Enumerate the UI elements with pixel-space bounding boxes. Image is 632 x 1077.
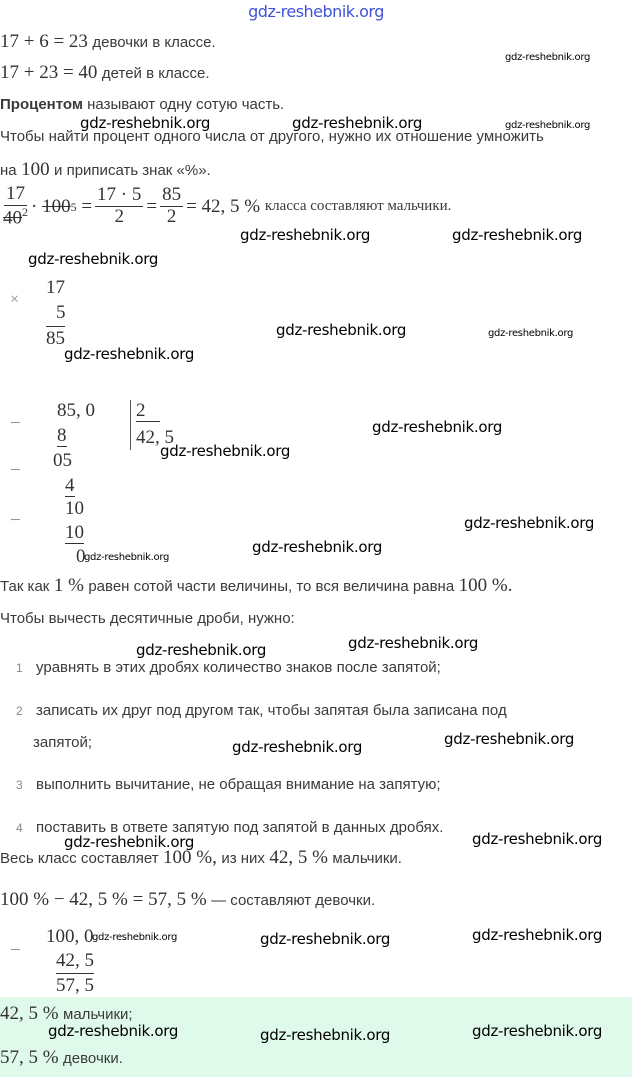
remainder: 05 (53, 450, 72, 471)
minuend: 100, 0 (46, 926, 94, 947)
paragraph-subtract-intro: Чтобы вычесть десятичные дроби, нужно: (0, 610, 295, 627)
watermark: gdz-reshebnik.org (232, 738, 363, 756)
subtrahend: 42, 5 (56, 950, 94, 971)
text: на (0, 162, 17, 179)
fraction: $\frac{85}{2}$ (162, 184, 182, 228)
answer-boys: 42, 5 % мальчики; (0, 1003, 133, 1024)
line-girls (0, 32, 216, 51)
watermark: gdz-reshebnik.org (505, 52, 591, 63)
answer-girls: 57, 5 % девочки. (0, 1047, 123, 1068)
watermark: gdz-reshebnik.org (276, 321, 407, 339)
watermark: gdz-reshebnik.org (84, 552, 170, 563)
math: 100 (21, 159, 50, 180)
minus-sign: − (10, 940, 21, 961)
list-item: 1 уравнять в этих дробях количество знаков после запятой; (16, 659, 441, 676)
fraction: $\frac{17}{40^2}$ (3, 183, 28, 229)
line-rule-cont (0, 160, 211, 179)
division-bar (130, 400, 131, 450)
watermark: gdz-reshebnik.org (452, 226, 583, 244)
watermark: gdz-reshebnik.org (64, 345, 195, 363)
watermark: gdz-reshebnik.org (160, 442, 291, 460)
watermark: gdz-reshebnik.org (260, 930, 391, 948)
operand: 17 (46, 277, 65, 298)
list-item-cont: запятой; (33, 734, 93, 751)
watermark: gdz-reshebnik.org (472, 926, 603, 944)
watermark: gdz-reshebnik.org (64, 833, 195, 851)
watermark: gdz-reshebnik.org (348, 634, 479, 652)
quotient: 42, 5 (136, 427, 174, 448)
remainder: 0 (76, 546, 86, 567)
subtrahend: 10 (65, 522, 84, 543)
multiply-sign: × (10, 291, 20, 308)
text: детей в классе. (101, 65, 210, 82)
text: девочки в классе. (92, 34, 216, 51)
watermark: gdz-reshebnik.org (260, 1026, 391, 1044)
watermark: gdz-reshebnik.org (92, 932, 178, 943)
watermark: gdz-reshebnik.org (252, 538, 383, 556)
watermark: gdz-reshebnik.org (472, 830, 603, 848)
text: и приписать знак «%». (54, 162, 211, 179)
minus-sign: − (10, 510, 21, 531)
watermark: gdz-reshebnik.org (80, 114, 211, 132)
paragraph-whole: Так как 1 % равен сотой части величины, то вся величина равна 100 %. (0, 575, 513, 596)
remainder: 10 (65, 498, 84, 519)
list-item: 2 записать их друг под другом так, чтобы запятая была записана под (16, 702, 507, 719)
math: 17 + 23 = 40 (0, 62, 98, 83)
watermark: gdz-reshebnik.org (136, 641, 267, 659)
dividend: 85, 0 (57, 400, 95, 421)
fraction: $\frac{17 \cdot 5}{2}$ (97, 184, 142, 228)
line-rule: Чтобы найти процент одного числа от другого, нужно их отношение умножить (0, 128, 544, 145)
list-item: 3 выполнить вычитание, не обращая внимание на запятую; (16, 776, 441, 793)
operand: 5 (56, 302, 66, 323)
line-children (0, 63, 210, 82)
watermark: gdz-reshebnik.org (48, 1022, 179, 1040)
line-definition (0, 97, 284, 112)
text: называют одну сотую часть. (87, 96, 285, 113)
header-watermark: gdz-reshebnik.org (248, 2, 384, 21)
paragraph-class: Весь класс составляет 100 %, из них 42, 5 % мальчики. (0, 847, 402, 868)
watermark: gdz-reshebnik.org (240, 226, 371, 244)
result: 85 (46, 328, 65, 349)
math: 17 + 6 = 23 (0, 31, 88, 52)
watermark: gdz-reshebnik.org (28, 250, 159, 268)
minus-sign: − (10, 460, 21, 481)
watermark: gdz-reshebnik.org (464, 514, 595, 532)
fraction-equation: $\frac{17}{40^2}$ · 100 5 = $\frac{17 \cdot 5}{2}$ = $\frac{85}{2}$ = 42, 5 % класса составляют мальчики. (3, 183, 452, 229)
watermark: gdz-reshebnik.org (505, 120, 591, 131)
subtrahend: 8 (57, 425, 67, 446)
watermark: gdz-reshebnik.org (372, 418, 503, 436)
divisor: 2 (136, 401, 160, 422)
watermark: gdz-reshebnik.org (488, 328, 574, 339)
minus-sign: − (10, 413, 21, 434)
watermark: gdz-reshebnik.org (444, 730, 575, 748)
paragraph-girls: 100 % − 42, 5 % = 57, 5 % — составляют девочки. (0, 889, 376, 910)
watermark: gdz-reshebnik.org (292, 114, 423, 132)
subtrahend: 4 (65, 475, 75, 496)
watermark: gdz-reshebnik.org (472, 1022, 603, 1040)
list-item: 4 поставить в ответе запятую под запятой в данных дробях. (16, 819, 444, 836)
result: 57, 5 (56, 975, 94, 996)
bold-term: Процентом (0, 96, 83, 113)
